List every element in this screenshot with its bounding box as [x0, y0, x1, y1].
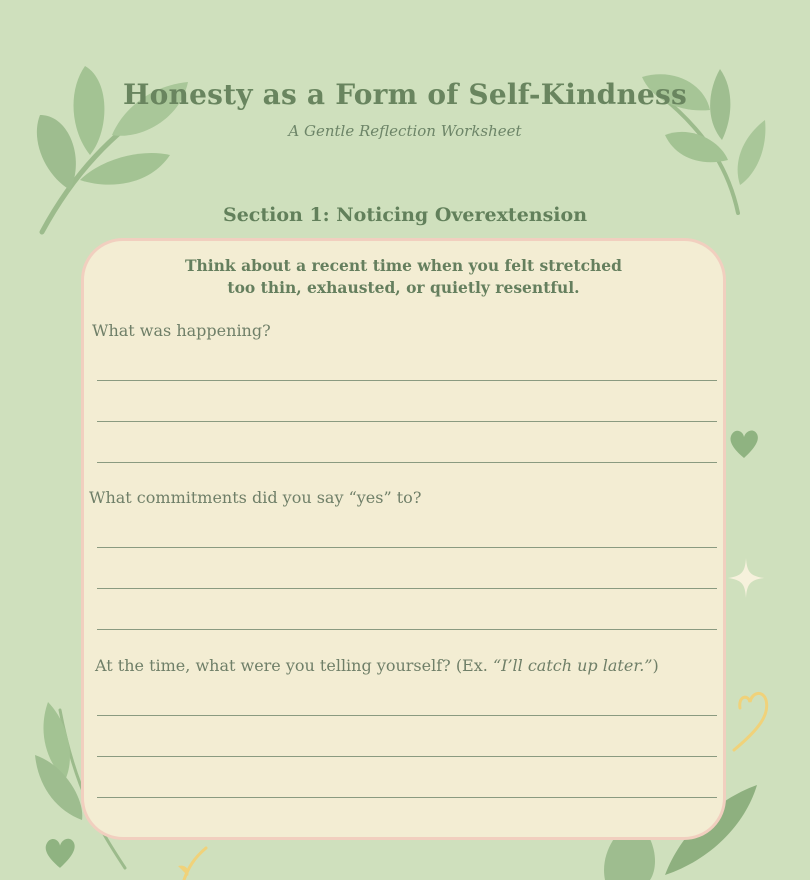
sparkle-icon [728, 558, 764, 598]
reflection-card [81, 238, 726, 840]
answer-line[interactable] [97, 380, 717, 381]
leaf-branch-icon [176, 846, 212, 880]
answer-line[interactable] [97, 588, 717, 589]
answer-line[interactable] [97, 715, 717, 716]
answer-line[interactable] [97, 629, 717, 630]
page-subtitle: A Gentle Reflection Worksheet [288, 122, 522, 140]
question-3-example: “I’ll catch up later.” [492, 656, 653, 675]
question-3 [95, 656, 659, 675]
intro-line: too thin, exhausted, or quietly resentful. [227, 278, 580, 297]
section-intro [84, 255, 723, 299]
question-3-text: At the time, what were you telling yourself? (Ex. [95, 656, 493, 675]
answer-line[interactable] [97, 756, 717, 757]
answer-line[interactable] [97, 421, 717, 422]
question-3-close: ) [652, 656, 659, 675]
answer-line[interactable] [97, 547, 717, 548]
intro-line: Think about a recent time when you felt stretched [184, 256, 623, 275]
question-2: What commitments did you say “yes” to? [89, 488, 422, 507]
page-title: Honesty as a Form of Self-Kindness [123, 78, 687, 111]
section-title: Section 1: Noticing Overextension [222, 204, 588, 226]
question-1: What was happening? [92, 321, 271, 340]
heart-icon [42, 834, 78, 870]
heart-icon [728, 426, 760, 460]
answer-line[interactable] [97, 797, 717, 798]
answer-line[interactable] [97, 462, 717, 463]
heart-outline-icon [728, 690, 772, 752]
